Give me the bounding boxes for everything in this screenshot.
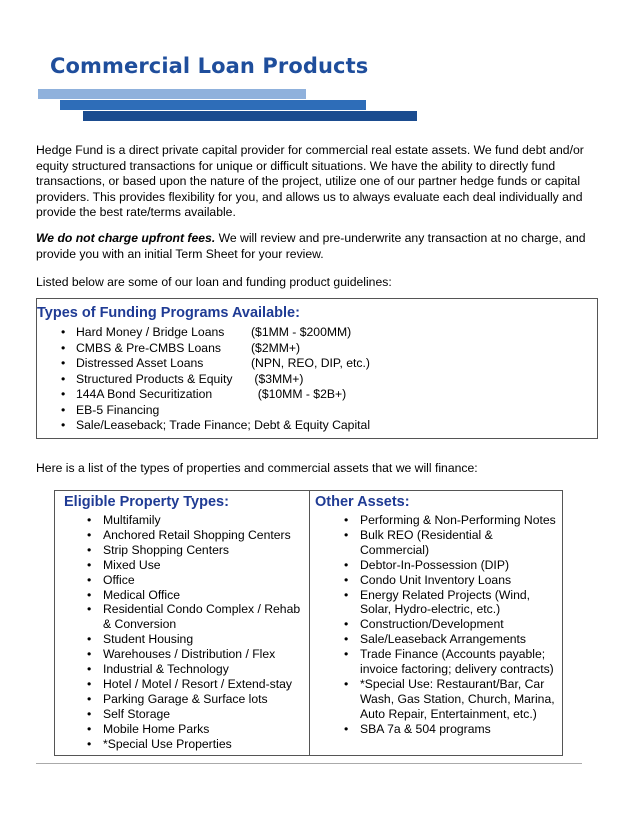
- bullet-icon: •: [61, 325, 66, 339]
- list-item: [309, 677, 563, 722]
- item-text: Sale/Leaseback Arrangements: [360, 632, 526, 647]
- program-detail: ($10MM - $2B+): [251, 387, 347, 401]
- program-detail: ($1MM - $200MM): [251, 325, 352, 339]
- list-item: [37, 325, 370, 341]
- bullet-icon: •: [344, 617, 349, 632]
- intro-paragraph: Hedge Fund is a direct private capital provider for commercial real estate assets. We fund debt and/or equity structured transactions for unique or difficult situations. We have the ability to directly fund transactions, or based upon the nature of the project, utilize one of our partner hedge funds or capital providers. This provides flexibility for you, and allows us to always evaluate each deal individually and provide the best rate/terms available.: [36, 143, 584, 220]
- list-item: [37, 387, 370, 403]
- item-text: Hotel / Motel / Resort / Extend-stay: [103, 676, 292, 691]
- program-name: Sale/Leaseback; Trade Finance; Debt & Equity Capital: [76, 418, 371, 432]
- bullet-icon: •: [87, 513, 92, 527]
- item-text: Trade Finance (Accounts payable; invoice factoring; delivery contracts): [360, 647, 554, 677]
- bullet-icon: •: [87, 676, 92, 691]
- program-detail: ($2MM+): [251, 340, 301, 355]
- item-text: Medical Office: [103, 587, 180, 602]
- list-item: [37, 356, 370, 372]
- guidelines-intro: Listed below are some of our loan and funding product guidelines:: [36, 275, 392, 289]
- list-item: [55, 588, 309, 603]
- program-name: Distressed Asset Loans: [76, 356, 204, 370]
- list-item: [309, 722, 563, 737]
- list-item: [55, 558, 309, 573]
- item-text: SBA 7a & 504 programs: [360, 721, 491, 736]
- bullet-icon: •: [61, 340, 66, 355]
- bullet-icon: •: [61, 418, 66, 432]
- bullet-icon: •: [87, 706, 92, 721]
- list-item: [55, 677, 309, 692]
- item-text: Mobile Home Parks: [103, 721, 210, 736]
- bullet-icon: •: [87, 721, 92, 736]
- bullet-icon: •: [87, 587, 92, 602]
- item-text: Energy Related Projects (Wind, Solar, Hydro-electric, etc.): [360, 587, 531, 617]
- list-item: [37, 341, 370, 357]
- program-detail: (NPN, REO, DIP, etc.): [251, 356, 370, 370]
- bullet-icon: •: [87, 632, 92, 647]
- bullet-icon: •: [61, 402, 66, 417]
- item-text: Anchored Retail Shopping Centers: [103, 527, 291, 542]
- item-text: Construction/Development: [360, 617, 504, 632]
- bullet-icon: •: [61, 387, 66, 401]
- list-item: [309, 573, 563, 588]
- bullet-icon: •: [87, 647, 92, 662]
- list-item: [309, 588, 563, 618]
- funding-programs-box: [36, 298, 598, 439]
- program-name: CMBS & Pre-CMBS Loans: [76, 340, 221, 355]
- item-text: Office: [103, 572, 135, 587]
- list-item: [55, 662, 309, 677]
- list-item: [309, 513, 563, 528]
- bullet-icon: •: [87, 542, 92, 557]
- item-text: Multifamily: [103, 513, 161, 527]
- list-item: [55, 543, 309, 558]
- list-item: [37, 403, 370, 419]
- bullet-icon: •: [344, 676, 349, 691]
- bullet-icon: •: [344, 527, 349, 542]
- bullet-icon: •: [344, 721, 349, 736]
- bullet-icon: •: [87, 691, 92, 706]
- bullet-icon: •: [87, 572, 92, 587]
- title-accent-bar: [60, 100, 366, 110]
- item-text: Self Storage: [103, 706, 171, 721]
- title-accent-bar: [83, 111, 417, 121]
- list-item: [55, 632, 309, 647]
- item-text: Debtor-In-Possession (DIP): [360, 557, 510, 572]
- item-text: *Special Use Properties: [103, 736, 232, 751]
- no-fees-emphasis: We do not charge upfront fees.: [36, 231, 216, 245]
- bullet-icon: •: [344, 587, 349, 602]
- program-name: EB-5 Financing: [76, 402, 160, 417]
- title-accent-bar: [38, 89, 306, 99]
- list-item: [55, 647, 309, 662]
- list-item: [37, 372, 370, 388]
- bullet-icon: •: [344, 572, 349, 587]
- list-item: [309, 558, 563, 573]
- property-types-table: [54, 490, 563, 756]
- no-fees-text: We will review and pre-underwrite any transaction at no charge, and provide you with an initial Term Sheet for your review.: [36, 231, 586, 261]
- item-text: Condo Unit Inventory Loans: [360, 572, 512, 587]
- funding-programs-list: [37, 325, 370, 434]
- bullet-icon: •: [344, 632, 349, 647]
- list-item: [309, 617, 563, 632]
- list-item: [55, 528, 309, 543]
- bullet-icon: •: [344, 647, 349, 662]
- program-name: Structured Products & Equity: [76, 371, 233, 386]
- list-item: [55, 707, 309, 722]
- no-fees-paragraph: [36, 231, 596, 262]
- list-item: [55, 722, 309, 737]
- item-text: Parking Garage & Surface lots: [103, 691, 268, 706]
- list-item: [55, 692, 309, 707]
- list-item: [309, 528, 563, 558]
- bullet-icon: •: [87, 736, 92, 751]
- bullet-icon: •: [87, 527, 92, 542]
- funding-programs-heading: Types of Funding Programs Available:: [37, 305, 300, 321]
- item-text: Bulk REO (Residential & Commercial): [360, 527, 493, 557]
- other-assets-heading: Other Assets:: [315, 494, 410, 510]
- bullet-icon: •: [87, 602, 92, 617]
- footer-divider: [36, 763, 582, 764]
- bullet-icon: •: [61, 356, 66, 370]
- item-text: Student Housing: [103, 632, 194, 647]
- eligible-heading: Eligible Property Types:: [64, 494, 229, 510]
- list-item: [55, 513, 309, 528]
- list-item: [55, 602, 309, 632]
- bullet-icon: •: [87, 662, 92, 677]
- item-text: Industrial & Technology: [103, 662, 229, 677]
- list-item: [55, 573, 309, 588]
- list-item: [309, 647, 563, 677]
- item-text: Performing & Non-Performing Notes: [360, 513, 556, 527]
- item-text: Residential Condo Complex / Rehab & Conversion: [103, 602, 301, 632]
- bullet-icon: •: [344, 557, 349, 572]
- bullet-icon: •: [87, 557, 92, 572]
- program-name: Hard Money / Bridge Loans: [76, 325, 225, 339]
- list-item: [309, 632, 563, 647]
- bullet-icon: •: [61, 371, 66, 386]
- bullet-icon: •: [344, 513, 349, 527]
- item-text: Warehouses / Distribution / Flex: [103, 647, 276, 662]
- properties-intro: Here is a list of the types of properties and commercial assets that we will finance:: [36, 461, 478, 475]
- program-name: 144A Bond Securitization: [76, 387, 213, 401]
- item-text: Mixed Use: [103, 557, 161, 572]
- item-text: Strip Shopping Centers: [103, 542, 230, 557]
- eligible-property-list: [55, 513, 309, 752]
- item-text: *Special Use: Restaurant/Bar, Car Wash, Gas Station, Church, Marina, Auto Repair, Entertainment, etc.): [360, 676, 555, 721]
- other-assets-list: [309, 513, 563, 737]
- page-title: Commercial Loan Products: [50, 54, 369, 78]
- program-detail: ($3MM+): [251, 371, 304, 386]
- list-item: [55, 737, 309, 752]
- list-item: [37, 418, 370, 434]
